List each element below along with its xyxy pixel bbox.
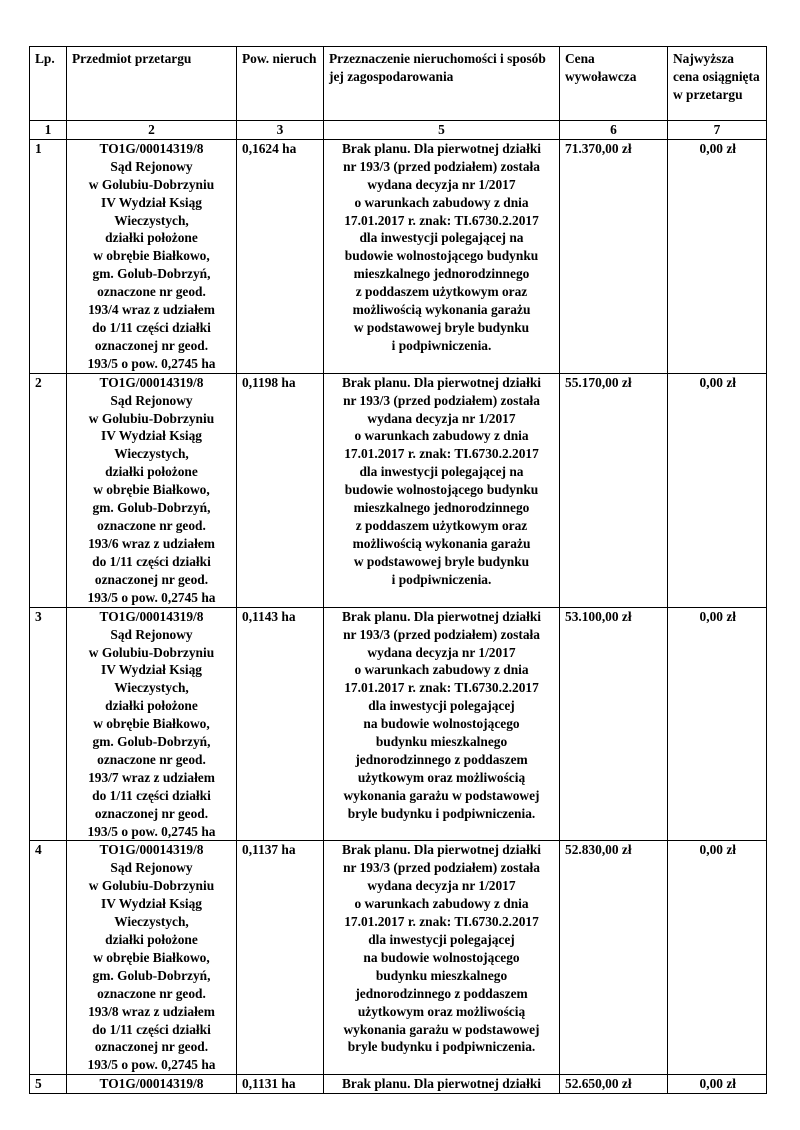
header-area: Pow. nieruch <box>237 47 324 121</box>
row-purpose: Brak planu. Dla pierwotnej działki nr 193/3 (przed podziałem) została wydana decyzja nr 1/2017 o warunkach zabudowy z dnia 17.01.2017 r. znak: TI.6730.2.2017 dla inwestycji polegającej na budowie wolnostojącego budynku mieszkalnego jednorodzinnego z poddaszem użytkowym oraz możliwością wykonania garażu w podstawowej bryle budynku i podpiwniczenia. <box>324 373 560 607</box>
row-highest: 0,00 zł <box>668 607 767 841</box>
table-row <box>30 1075 767 1094</box>
row-purpose: Brak planu. Dla pierwotnej działki <box>324 1075 560 1094</box>
header-lp: Lp. <box>30 47 67 121</box>
column-number: 7 <box>668 121 767 140</box>
row-highest: 0,00 zł <box>668 1075 767 1094</box>
header-purpose: Przeznaczenie nieruchomości i sposób jej zagospodarowania <box>324 47 560 121</box>
row-lp: 4 <box>30 841 67 1075</box>
row-highest: 0,00 zł <box>668 841 767 1075</box>
row-lp: 3 <box>30 607 67 841</box>
row-area: 0,1143 ha <box>237 607 324 841</box>
row-purpose: Brak planu. Dla pierwotnej działki nr 193/3 (przed podziałem) została wydana decyzja nr 1/2017 o warunkach zabudowy z dnia 17.01.2017 r. znak: TI.6730.2.2017 dla inwestycji polegającej na budowie wolnostojącego budynku mieszkalnego jednorodzinnego z poddaszem użytkowym oraz możliwością wykonania garażu w podstawowej bryle budynku i podpiwniczenia. <box>324 139 560 373</box>
row-price: 71.370,00 zł <box>560 139 668 373</box>
header-subject: Przedmiot przetargu <box>67 47 237 121</box>
column-number: 3 <box>237 121 324 140</box>
row-area: 0,1131 ha <box>237 1075 324 1094</box>
row-area: 0,1137 ha <box>237 841 324 1075</box>
row-lp: 2 <box>30 373 67 607</box>
header-highest: Najwyższa cena osiągnięta w przetargu <box>668 47 767 121</box>
column-number: 6 <box>560 121 668 140</box>
table-row <box>30 841 767 1075</box>
row-area: 0,1198 ha <box>237 373 324 607</box>
row-lp: 5 <box>30 1075 67 1094</box>
table-row <box>30 139 767 373</box>
header-price: Cena wywoławcza <box>560 47 668 121</box>
auction-table <box>29 46 767 1094</box>
row-price: 53.100,00 zł <box>560 607 668 841</box>
row-lp: 1 <box>30 139 67 373</box>
row-highest: 0,00 zł <box>668 139 767 373</box>
row-purpose: Brak planu. Dla pierwotnej działki nr 193/3 (przed podziałem) została wydana decyzja nr 1/2017 o warunkach zabudowy z dnia 17.01.2017 r. znak: TI.6730.2.2017 dla inwestycji polegającej na budowie wolnostojącego budynku mieszkalnego jednorodzinnego z poddaszem użytkowym oraz możliwością wykonania garażu w podstawowej bryle budynku i podpiwniczenia. <box>324 841 560 1075</box>
row-subject: TO1G/00014319/8 Sąd Rejonowy w Golubiu-Dobrzyniu IV Wydział Ksiąg Wieczystych, działki położone w obrębie Białkowo, gm. Golub-Dobrzyń, oznaczone nr geod. 193/6 wraz z udziałem do 1/11 części działki oznaczonej nr geod. 193/5 o pow. 0,2745 ha <box>67 373 237 607</box>
column-number: 1 <box>30 121 67 140</box>
table-row <box>30 373 767 607</box>
row-highest: 0,00 zł <box>668 373 767 607</box>
row-subject: TO1G/00014319/8 Sąd Rejonowy w Golubiu-Dobrzyniu IV Wydział Ksiąg Wieczystych, działki położone w obrębie Białkowo, gm. Golub-Dobrzyń, oznaczone nr geod. 193/4 wraz z udziałem do 1/11 części działki oznaczonej nr geod. 193/5 o pow. 0,2745 ha <box>67 139 237 373</box>
row-price: 52.650,00 zł <box>560 1075 668 1094</box>
header-row <box>30 47 767 121</box>
column-number: 2 <box>67 121 237 140</box>
column-number: 5 <box>324 121 560 140</box>
row-price: 52.830,00 zł <box>560 841 668 1075</box>
row-subject: TO1G/00014319/8 Sąd Rejonowy w Golubiu-Dobrzyniu IV Wydział Ksiąg Wieczystych, działki położone w obrębie Białkowo, gm. Golub-Dobrzyń, oznaczone nr geod. 193/8 wraz z udziałem do 1/11 części działki oznaczonej nr geod. 193/5 o pow. 0,2745 ha <box>67 841 237 1075</box>
table-row <box>30 607 767 841</box>
column-number-row <box>30 121 767 140</box>
row-subject: TO1G/00014319/8 <box>67 1075 237 1094</box>
row-subject: TO1G/00014319/8 Sąd Rejonowy w Golubiu-Dobrzyniu IV Wydział Ksiąg Wieczystych, działki położone w obrębie Białkowo, gm. Golub-Dobrzyń, oznaczone nr geod. 193/7 wraz z udziałem do 1/11 części działki oznaczonej nr geod. 193/5 o pow. 0,2745 ha <box>67 607 237 841</box>
row-area: 0,1624 ha <box>237 139 324 373</box>
row-purpose: Brak planu. Dla pierwotnej działki nr 193/3 (przed podziałem) została wydana decyzja nr 1/2017 o warunkach zabudowy z dnia 17.01.2017 r. znak: TI.6730.2.2017 dla inwestycji polegającej na budowie wolnostojącego budynku mieszkalnego jednorodzinnego z poddaszem użytkowym oraz możliwością wykonania garażu w podstawowej bryle budynku i podpiwniczenia. <box>324 607 560 841</box>
row-price: 55.170,00 zł <box>560 373 668 607</box>
